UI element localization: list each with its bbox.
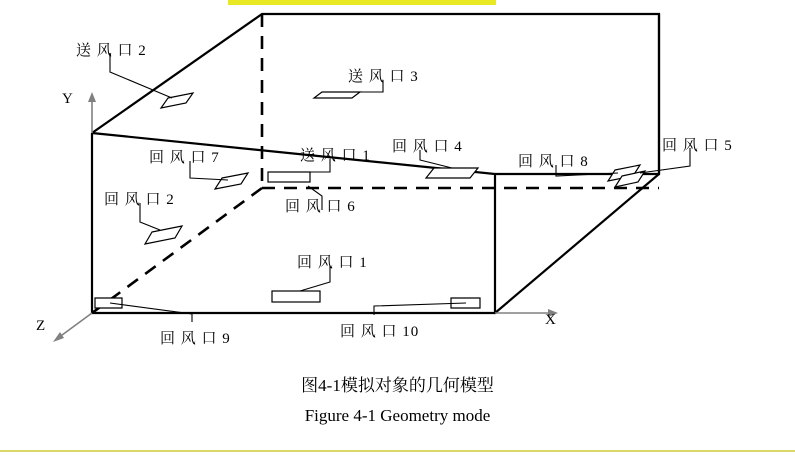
vent-supply-3	[314, 92, 360, 98]
axis-arrows	[53, 92, 558, 342]
axis-label-y: Y	[62, 91, 73, 107]
label-return-5: 回 风 口 5	[662, 138, 733, 154]
vent-return-9	[95, 298, 122, 308]
label-return-1: 回 风 口 1	[297, 255, 368, 271]
label-return-7: 回 风 口 7	[149, 150, 220, 166]
axis-label-z: Z	[36, 318, 46, 334]
vent-return-4	[426, 168, 478, 178]
vent-patches	[95, 92, 645, 308]
label-return-9: 回 风 口 9	[160, 331, 231, 347]
label-return-8: 回 风 口 8	[518, 154, 589, 170]
vent-supply-1	[268, 172, 310, 182]
label-return-10: 回 风 口 10	[340, 324, 420, 340]
label-supply-2: 送 风 口 2	[76, 43, 147, 59]
figure-caption-en: Figure 4-1 Geometry mode	[304, 406, 491, 425]
axis-label-x: X	[545, 312, 556, 328]
figure-caption-cn: 图4-1模拟对象的几何模型	[301, 376, 494, 395]
label-supply-1: 送 风 口 1	[300, 148, 371, 164]
label-return-2: 回 风 口 2	[104, 192, 175, 208]
vent-return-1	[272, 291, 320, 302]
label-return-4: 回 风 口 4	[392, 139, 463, 155]
vent-return-7	[215, 173, 248, 189]
label-supply-3: 送 风 口 3	[348, 69, 419, 85]
vent-return-2	[145, 226, 182, 244]
label-return-6: 回 风 口 6	[285, 199, 356, 215]
